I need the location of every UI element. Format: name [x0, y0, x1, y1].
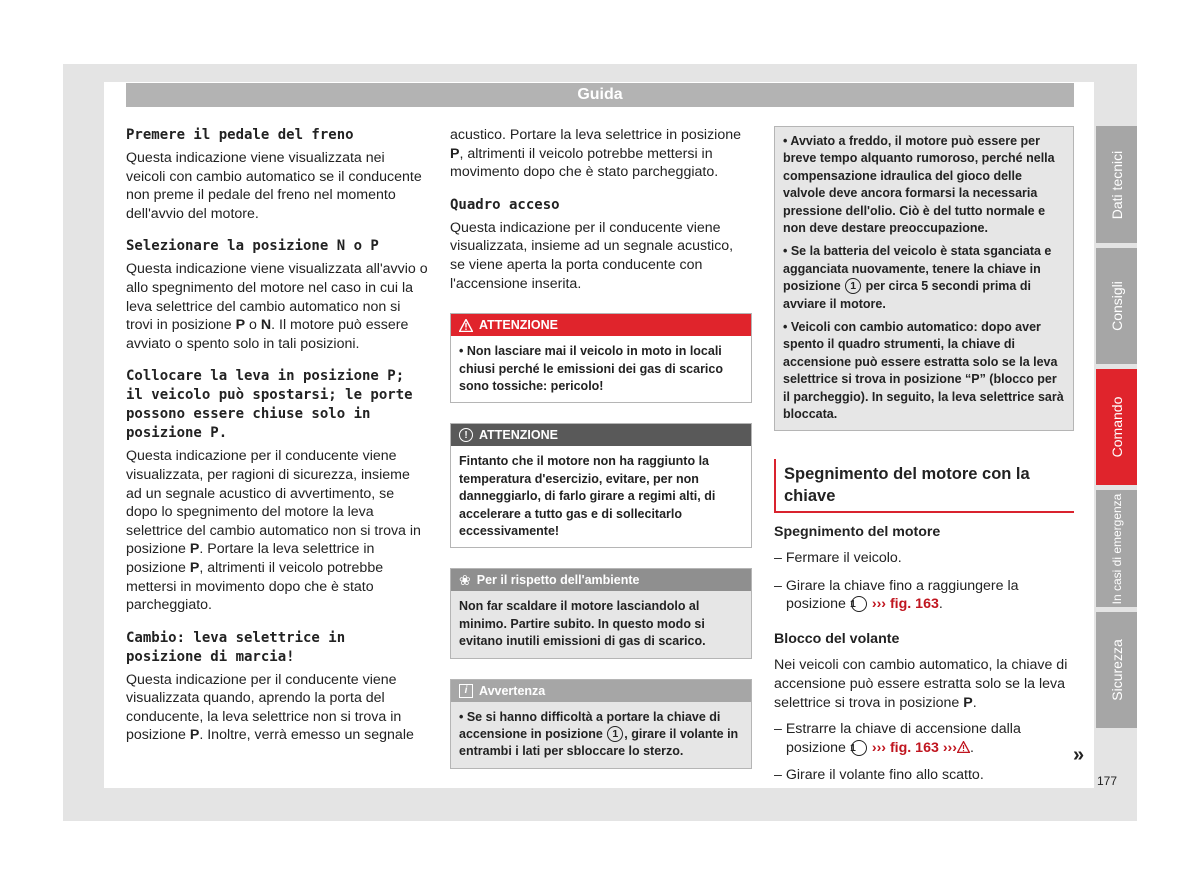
para-lever-p: Questa indicazione per il conducente viene visualizzata, per ragioni di sicurezza, insieme ad un segnale acustico di avvertimento, se dopo lo spegnimento del motore la leva selettrice del cambio automatico non si trova in posizione P. Portare la leva selettrice in posizione P, altrimenti il veicolo potrebbe mettersi in movimento dopo che è stato parcheggiato. [126, 448, 421, 614]
page-number: 177 [1097, 774, 1118, 788]
continue-arrow-icon: » [1073, 744, 1085, 766]
caution-header: ! ATTENZIONE [451, 424, 751, 446]
heading-ignition-on: Quadro acceso [450, 196, 560, 213]
exclamation-circle-icon: ! [459, 428, 473, 442]
para-select-position: Questa indicazione viene visualizzata all'avvio o allo spegnimento del motore nel caso in cui la leva selettrice del cambio automatico non si trovi in posizione P o N. Il motore può essere avviato o spento solo in tali posizioni. [126, 261, 428, 352]
info-icon: i [459, 684, 473, 698]
note-bullet-cold-start: • Avviato a freddo, il motore può essere per breve tempo alquanto rumoroso, perché nella compensazione idraulica del gioco delle valvole deve ancora formarsi la necessaria pressione dell'olio. Ciò è del tutto normale e non deve destare preoccupazione. [783, 134, 1055, 236]
step-stop-vehicle: – Fermare il veicolo. [774, 550, 902, 567]
tab-sicurezza[interactable]: Sicurezza [1096, 612, 1137, 728]
note-text: • Se si hanno difficoltà a portare la chiave di accensione in posizione 1 , girare il volante in entrambi i lati per sbloccare lo sterzo. [451, 702, 751, 768]
caution-text: Fintanto che il motore non ha raggiunto la temperatura d'esercizio, evitare, per non danneggiarlo, di farlo girare a regimi alti, di accelerare a tutto gas e di sollecitarlo eccessivamente! [451, 446, 751, 547]
warning-triangle-icon [957, 741, 970, 753]
warning-header: ATTENZIONE [451, 314, 751, 336]
column-1 [126, 126, 428, 757]
para-brake: Questa indicazione viene visualizzata nei veicoli con cambio automatico se il conducente non preme il pedale del freno nel momento dell'avvio del motore. [126, 150, 422, 222]
para-steering-lock: Nei veicoli con cambio automatico, la chiave di accensione può essere estratta solo se la leva selettrice si trova in posizione P. [774, 657, 1068, 711]
step-turn-key: – Girare la chiave fino a raggiungere la posizione 1 ››› fig. 163. [774, 577, 1019, 613]
warning-triangle-icon [459, 319, 473, 332]
note-continued-box [774, 126, 1074, 431]
tab-dati-tecnici[interactable]: Dati tecnici [1096, 126, 1137, 243]
note-header: i Avvertenza [451, 680, 751, 702]
fig-163-link[interactable]: ››› fig. 163 [871, 596, 939, 613]
warning-box-engine [450, 423, 752, 548]
warning-box-exhaust [450, 313, 752, 403]
heading-gear-position: Cambio: leva selettrice in posizione di marcia! [126, 629, 346, 665]
tab-comando[interactable]: Comando [1096, 369, 1137, 485]
note-bullet-battery: • Se la batteria del veicolo è stata sganciata e agganciata nuovamente, tenere la chiave in posizione 1 per circa 5 secondi prima di avviare il motore. [783, 244, 1052, 311]
heading-brake: Premere il pedale del freno [126, 127, 354, 143]
step-turn-wheel: – Girare il volante fino allo scatto. [774, 767, 984, 784]
environment-flower-icon: ❀ [459, 572, 471, 589]
environment-box [450, 568, 752, 658]
environment-header: ❀ Per il rispetto dell'ambiente [451, 569, 751, 591]
heading-lever-p: Collocare la leva in posizione P; il veicolo può spostarsi; le porte possono essere chiuse solo in posizione P. [126, 368, 413, 442]
para-ignition-on: Questa indicazione per il conducente viene visualizzata, insieme ad un segnale acustico, se viene aperta la porta conducente con l'accensione inserita. [450, 219, 734, 292]
note-bullet-automatic: • Veicoli con cambio automatico: dopo aver spento il quadro strumenti, la chiave di accensione può essere estratta solo se la leva selettrice si trova in posizione “P” (blocco per il parcheggio). In seguito, la leva selettrice sarà bloccata. [783, 320, 1064, 422]
note-box [450, 679, 752, 769]
page-header: Guida [126, 83, 1074, 107]
heading-select-position: Selezionare la posizione N o P [126, 238, 379, 255]
para-continued: acustico. Portare la leva selettrice in posizione P, altrimenti il veicolo potrebbe mettersi in movimento dopo che è stato parcheggiato. [450, 127, 741, 181]
column-3 [774, 126, 1074, 794]
column-2 [450, 126, 752, 789]
tab-in-casi-di-emergenza[interactable]: In casi di emergenza [1096, 490, 1137, 607]
warning-text: • Non lasciare mai il veicolo in moto in locali chiusi perché le emissioni dei gas di scarico sono tossiche: pericolo! [451, 336, 751, 402]
step-remove-key: – Estrarre la chiave di accensione dalla posizione 1 ››› fig. 163 ››› . [774, 721, 1021, 756]
para-gear-position: Questa indicazione per il conducente viene visualizzata quando, aprendo la porta del conducente, la leva selettrice non si trova in posizione P. Inoltre, verrà emesso un segnale [126, 671, 414, 744]
tab-consigli[interactable]: Consigli [1096, 248, 1137, 364]
section-heading-engine-off: Spegnimento del motore con la chiave [774, 459, 1074, 513]
subheading-steering-lock: Blocco del volante [774, 630, 900, 647]
environment-text: Non far scaldare il motore lasciandolo al minimo. Partire subito. In questo modo si evitano inutili emissioni di gas di scarico. [451, 591, 751, 657]
subheading-engine-off: Spegnimento del motore [774, 523, 941, 540]
fig-163-link[interactable]: ››› fig. 163 [871, 739, 939, 756]
